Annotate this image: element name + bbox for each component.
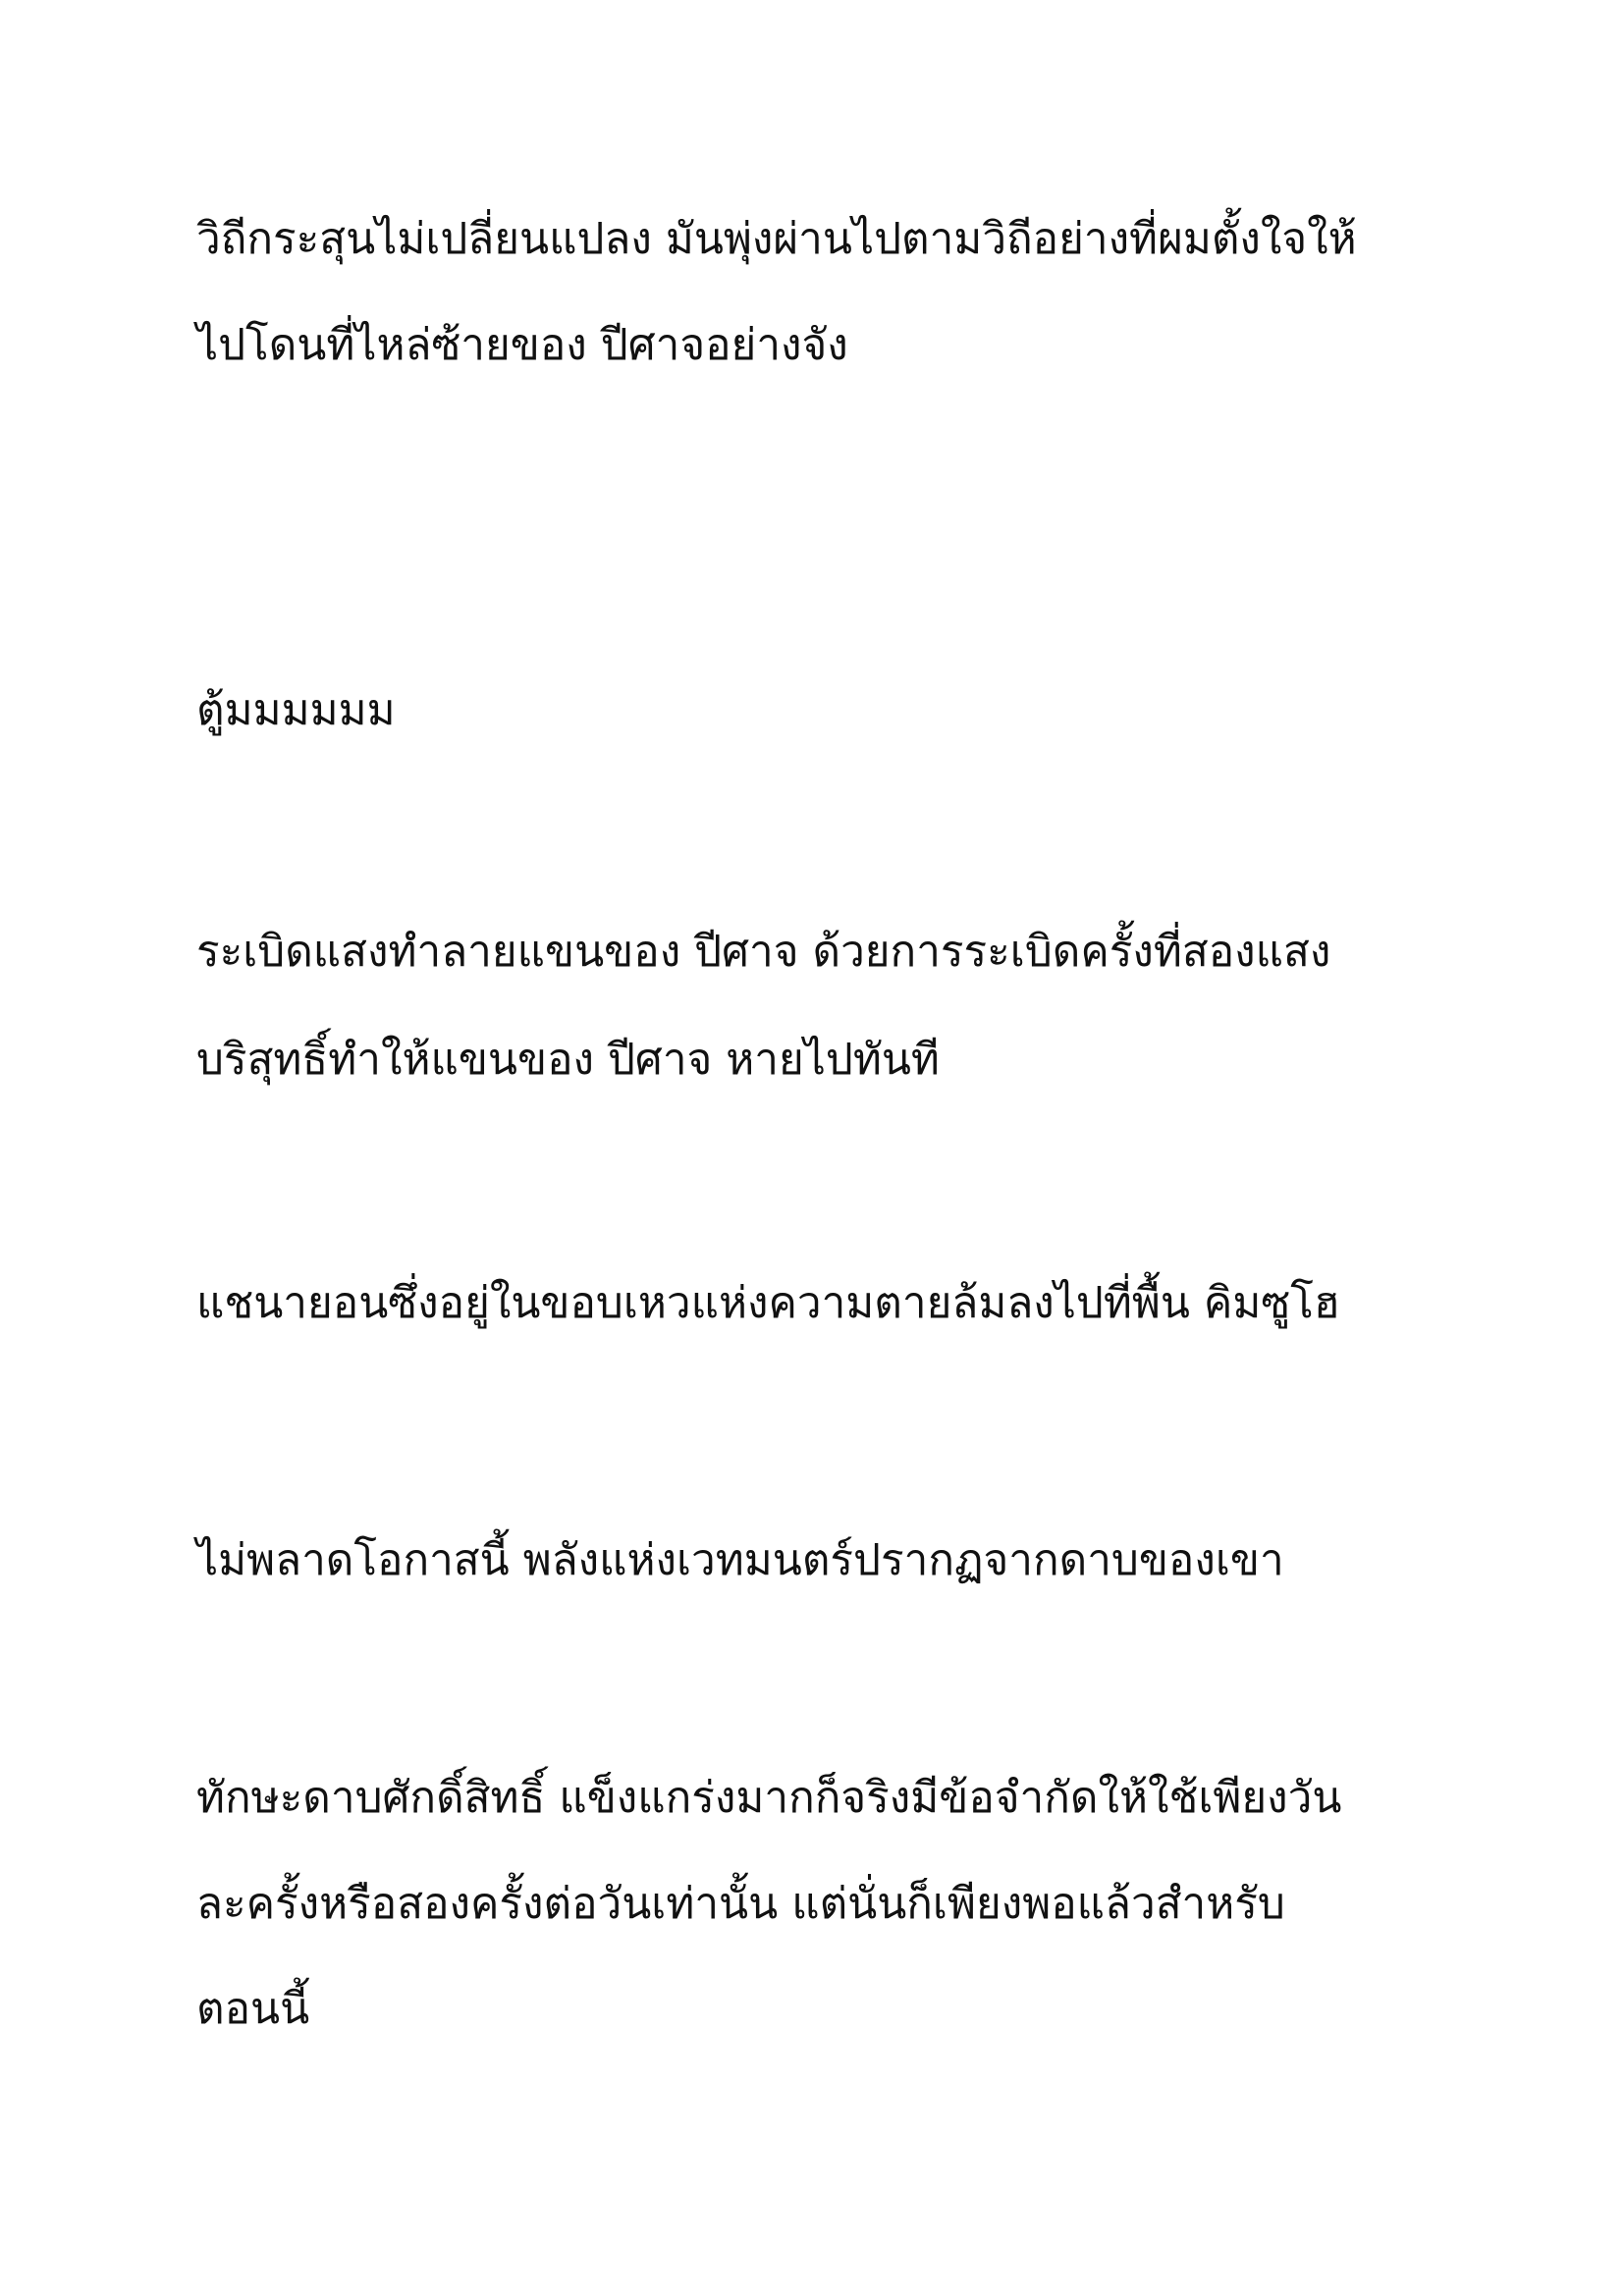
paragraph-line: ตอนนี้ [196, 1984, 310, 2034]
paragraph-line: วิถีกระสุนไม่เปลี่ยนแปลง มันพุ่งผ่านไปตามวิถีอย่างที่ผมตั้งใจให้ [196, 214, 1357, 264]
paragraph-line: ไปโดนที่ไหล่ซ้ายของ ปีศาจอย่างจัง [196, 320, 848, 370]
paragraph-line: ไม่พลาดโอกาสนี้ พลังแห่งเวทมนตร์ปรากฏจากดาบของเขา [196, 1535, 1284, 1585]
paragraph-line: บริสุทธิ์ทำให้แขนของ ปีศาจ หายไปทันที [196, 1035, 940, 1085]
paragraph-line: ทักษะดาบศักดิ์สิทธิ์ แข็งแกร่งมากก็จริงมีข้อจำกัดให้ใช้เพียงวัน [196, 1773, 1342, 1823]
paragraph-line: แชนายอนซึ่งอยู่ในขอบเหวแห่งความตายล้มลงไปที่พื้น คิมซูโฮ [196, 1278, 1340, 1328]
paragraph-line: ระเบิดแสงทำลายแขนของ ปีศาจ ด้วยการระเบิดครั้งที่สองแสง [196, 927, 1331, 977]
sound-effect-line: ตู้มมมมมม [196, 685, 396, 735]
paragraph-line: ละครั้งหรือสองครั้งต่อวันเท่านั้น แต่นั่นก็เพียงพอแล้วสำหรับ [196, 1879, 1285, 1929]
